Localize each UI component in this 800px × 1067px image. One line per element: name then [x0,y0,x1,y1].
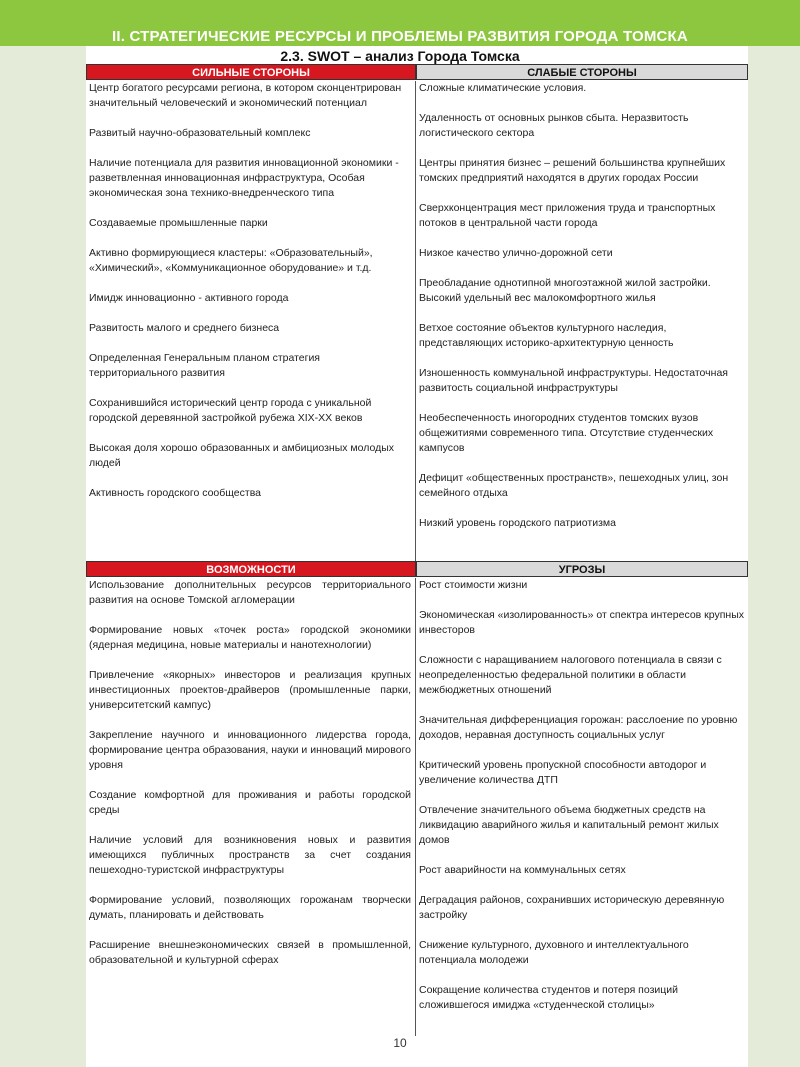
list-item: Имидж инновационно - активного города [89,292,289,304]
list-item: Высокая доля хорошо образованных и амбициозных молодых людей [89,442,395,469]
list-item: Использование дополнительных ресурсов территориального развития на основе Томской агломерации [89,579,411,606]
right-margin-strip [748,46,800,1067]
list-item: Наличие условий для возникновения новых и развития имеющихся публичных пространств за счет создания пешеходно-туристской инфраструктуры [89,834,411,876]
list-item: Экономическая «изолированность» от спектра интересов крупных инвесторов [419,609,745,636]
list-item: Рост стоимости жизни [419,579,528,591]
swot-table [86,64,748,1067]
list-item: Рост аварийности на коммунальных сетях [419,864,626,876]
list-item: Центры принятия бизнес – решений большинства крупнейших томских предприятий находятся в других городах России [419,157,726,184]
list-item: Дефицит «общественных пространств», пешеходных улиц, зон семейного отдыха [419,472,729,499]
list-item: Ветхое состояние объектов культурного наследия, представляющих историко-архитектурную ценность [419,322,674,349]
list-item: Значительная дифференциация горожан: расслоение по уровню доходов, неравная доступность социальных услуг [419,714,738,741]
list-item: Определенная Генеральным планом стратегия территориального развития [89,352,320,379]
strengths-header: СИЛЬНЫЕ СТОРОНЫ [86,64,416,80]
list-item: Создание комфортной для проживания и работы городской среды [89,789,411,816]
list-item: Изношенность коммунальной инфраструктуры. Недостаточная развитость социальной инфраструктуры [419,367,728,394]
list-item: Активность городского сообщества [89,487,262,499]
list-item: Сверхконцентрация мест приложения труда и транспортных потоков в центральной части города [419,202,716,229]
list-item: Активно формирующиеся кластеры: «Образовательный», «Химический», «Коммуникационное оборудование» и т.д. [89,247,373,274]
threats-header: УГРОЗЫ [416,561,748,577]
list-item: Сохранившийся исторический центр города с уникальной городской деревянной застройкой рубежа XIX-XX веков [89,397,372,424]
list-item: Закрепление научного и инновационного лидерства города, формирование центра образования, науки и инноваций мирового уровня [89,729,411,771]
left-margin-strip [0,46,86,1067]
list-item: Критический уровень пропускной способности автодорог и увеличение количества ДТП [419,759,707,786]
threats-list [416,578,748,1036]
page-number: 10 [393,1036,407,1050]
list-item: Необеспеченность иногородних студентов томских вузов общежитиями современного типа. Отсутствие студенческих кампусов [419,412,714,454]
list-item: Наличие потенциала для развития инновационной экономики - разветвленная инновационная инфраструктура, Особая экономическая зона технико-внедренческого типа [89,157,399,199]
section-title: II. СТРАТЕГИЧЕСКИЕ РЕСУРСЫ И ПРОБЛЕМЫ РАЗВИТИЯ ГОРОДА ТОМСКА [112,28,688,45]
list-item: Снижение культурного, духовного и интеллектуального потенциала молодежи [419,939,689,966]
opportunities-list [86,578,416,1036]
list-item: Расширение внешнеэкономических связей в промышленной, образовательной и культурной сферах [89,939,411,966]
list-item: Деградация районов, сохранивших историческую деревянную застройку [419,894,725,921]
list-item: Центр богатого ресурсами региона, в котором сконцентрирован значительный человеческий и экономический потенциал [89,82,402,109]
list-item: Развитость малого и среднего бизнеса [89,322,280,334]
weaknesses-list [416,81,748,561]
list-item: Низкий уровень городского патриотизма [419,517,616,529]
list-item: Сложные климатические условия. [419,82,587,94]
list-item: Сложности с наращиванием налогового потенциала в связи с неопределенностью федеральной политики в области межбюджетных отношений [419,654,722,696]
list-item: Создаваемые промышленные парки [89,217,268,229]
list-item: Развитый научно-образовательный комплекс [89,127,311,139]
document-subtitle: 2.3. SWOT – анализ Города Томска [280,48,520,64]
list-item: Преобладание однотипной многоэтажной жилой застройки. Высокий удельный вес малокомфортного жилья [419,277,711,304]
list-item: Формирование новых «точек роста» городской экономики (ядерная медицина, новые материалы и нанотехнологии) [89,624,411,651]
list-item: Формирование условий, позволяющих горожанам творчески думать, планировать и действовать [89,894,411,921]
list-item: Отвлечение значительного объема бюджетных средств на ликвидацию аварийного жилья и капитальный ремонт жилых домов [419,804,719,846]
opportunities-header: ВОЗМОЖНОСТИ [86,561,416,577]
weaknesses-header: СЛАБЫЕ СТОРОНЫ [416,64,748,80]
list-item: Сокращение количества студентов и потеря позиций сложившегося имиджа «студенческой столицы» [419,984,679,1011]
list-item: Привлечение «якорных» инвесторов и реализация крупных инвестиционных проектов-драйверов (промышленные парки, университетский кампус) [89,669,411,711]
list-item: Низкое качество улично-дорожной сети [419,247,613,259]
strengths-list [86,81,416,561]
list-item: Удаленность от основных рынков сбыта. Неразвитость логистического сектора [419,112,689,139]
